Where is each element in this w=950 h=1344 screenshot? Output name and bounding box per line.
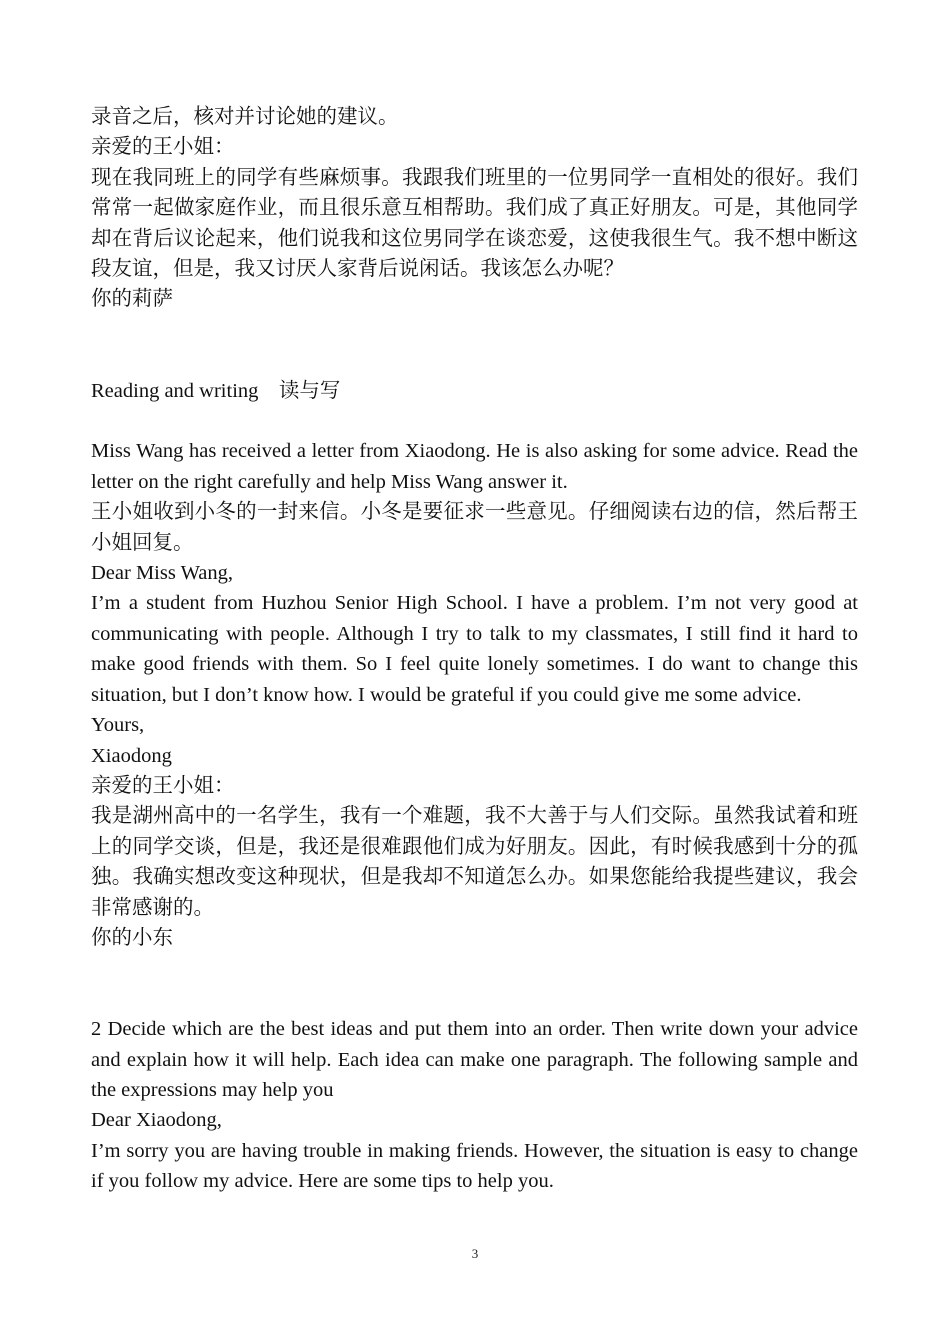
task-2-instructions: 2 Decide which are the best ideas and put them into an order. Then write down your advice and explain how it will help. Each idea can make one paragraph. The following sample and the expressions may help you [91,1018,858,1101]
letter-signature-cn: 你的小东 [91,926,173,949]
intro-chinese: 王小姐收到小冬的一封来信。小冬是要征求一些意见。仔细阅读右边的信，然后帮王小姐回复。 [91,501,858,554]
lisa-letter-body: 现在我同班上的同学有些麻烦事。我跟我们班里的一位男同学一直相处的很好。我们常常一起做家庭作业，而且很乐意互相帮助。我们成了真正好朋友。可是，其他同学却在背后议论起来，他们说我和这位男同学在谈恋爱，这使我很生气。我不想中断这段友谊，但是，我又讨厌人家背后说闲话。我该怎么办呢？ [91,166,858,281]
letter-greeting-en: Dear Miss Wang, [91,562,234,585]
instruction-line: 录音之后，核对并讨论她的建议。 [91,106,399,128]
reply-body: I’m sorry you are having trouble in making friends. However, the situation is easy to change if you follow my advice. Here are some tips to help you. [91,1139,858,1193]
letter-greeting-cn-2: 亲爱的王小姐： [91,774,235,797]
letter-body-cn: 我是湖州高中的一名学生，我有一个难题，我不大善于与人们交际。虽然我试着和班上的同学交谈，但是，我还是很难跟他们成为好朋友。因此，有时候我感到十分的孤独。我确实想改变这种现状，但是我却不知道怎么办。如果您能给我提些建议，我会非常感谢的。 [91,805,858,919]
lisa-signature: 你的莉萨 [91,288,173,311]
section-heading: Reading and writing 读与写 [91,379,341,402]
letter-signature-en: Xiaodong [91,744,172,767]
document-body [91,102,858,1197]
letter-body-en: I’m a student from Huzhou Senior High School. I have a problem. I’m not very good at communicating with people. Although I try to talk to my classmates, I still find it hard to make good friends with them. So I feel quite lonely sometimes. I do want to change this situation, but I don’t know how. I would be grateful if you could give me some advice. [91,592,858,706]
page-number: 3 [471,1246,479,1261]
letter-closing-en: Yours, [91,714,145,737]
reply-greeting: Dear Xiaodong, [91,1109,222,1132]
intro-english: Miss Wang has received a letter from Xiaodong. He is also asking for some advice. Read the letter on the right carefully and help Miss Wang answer it. [91,440,858,493]
letter-greeting-cn: 亲爱的王小姐： [91,136,235,159]
